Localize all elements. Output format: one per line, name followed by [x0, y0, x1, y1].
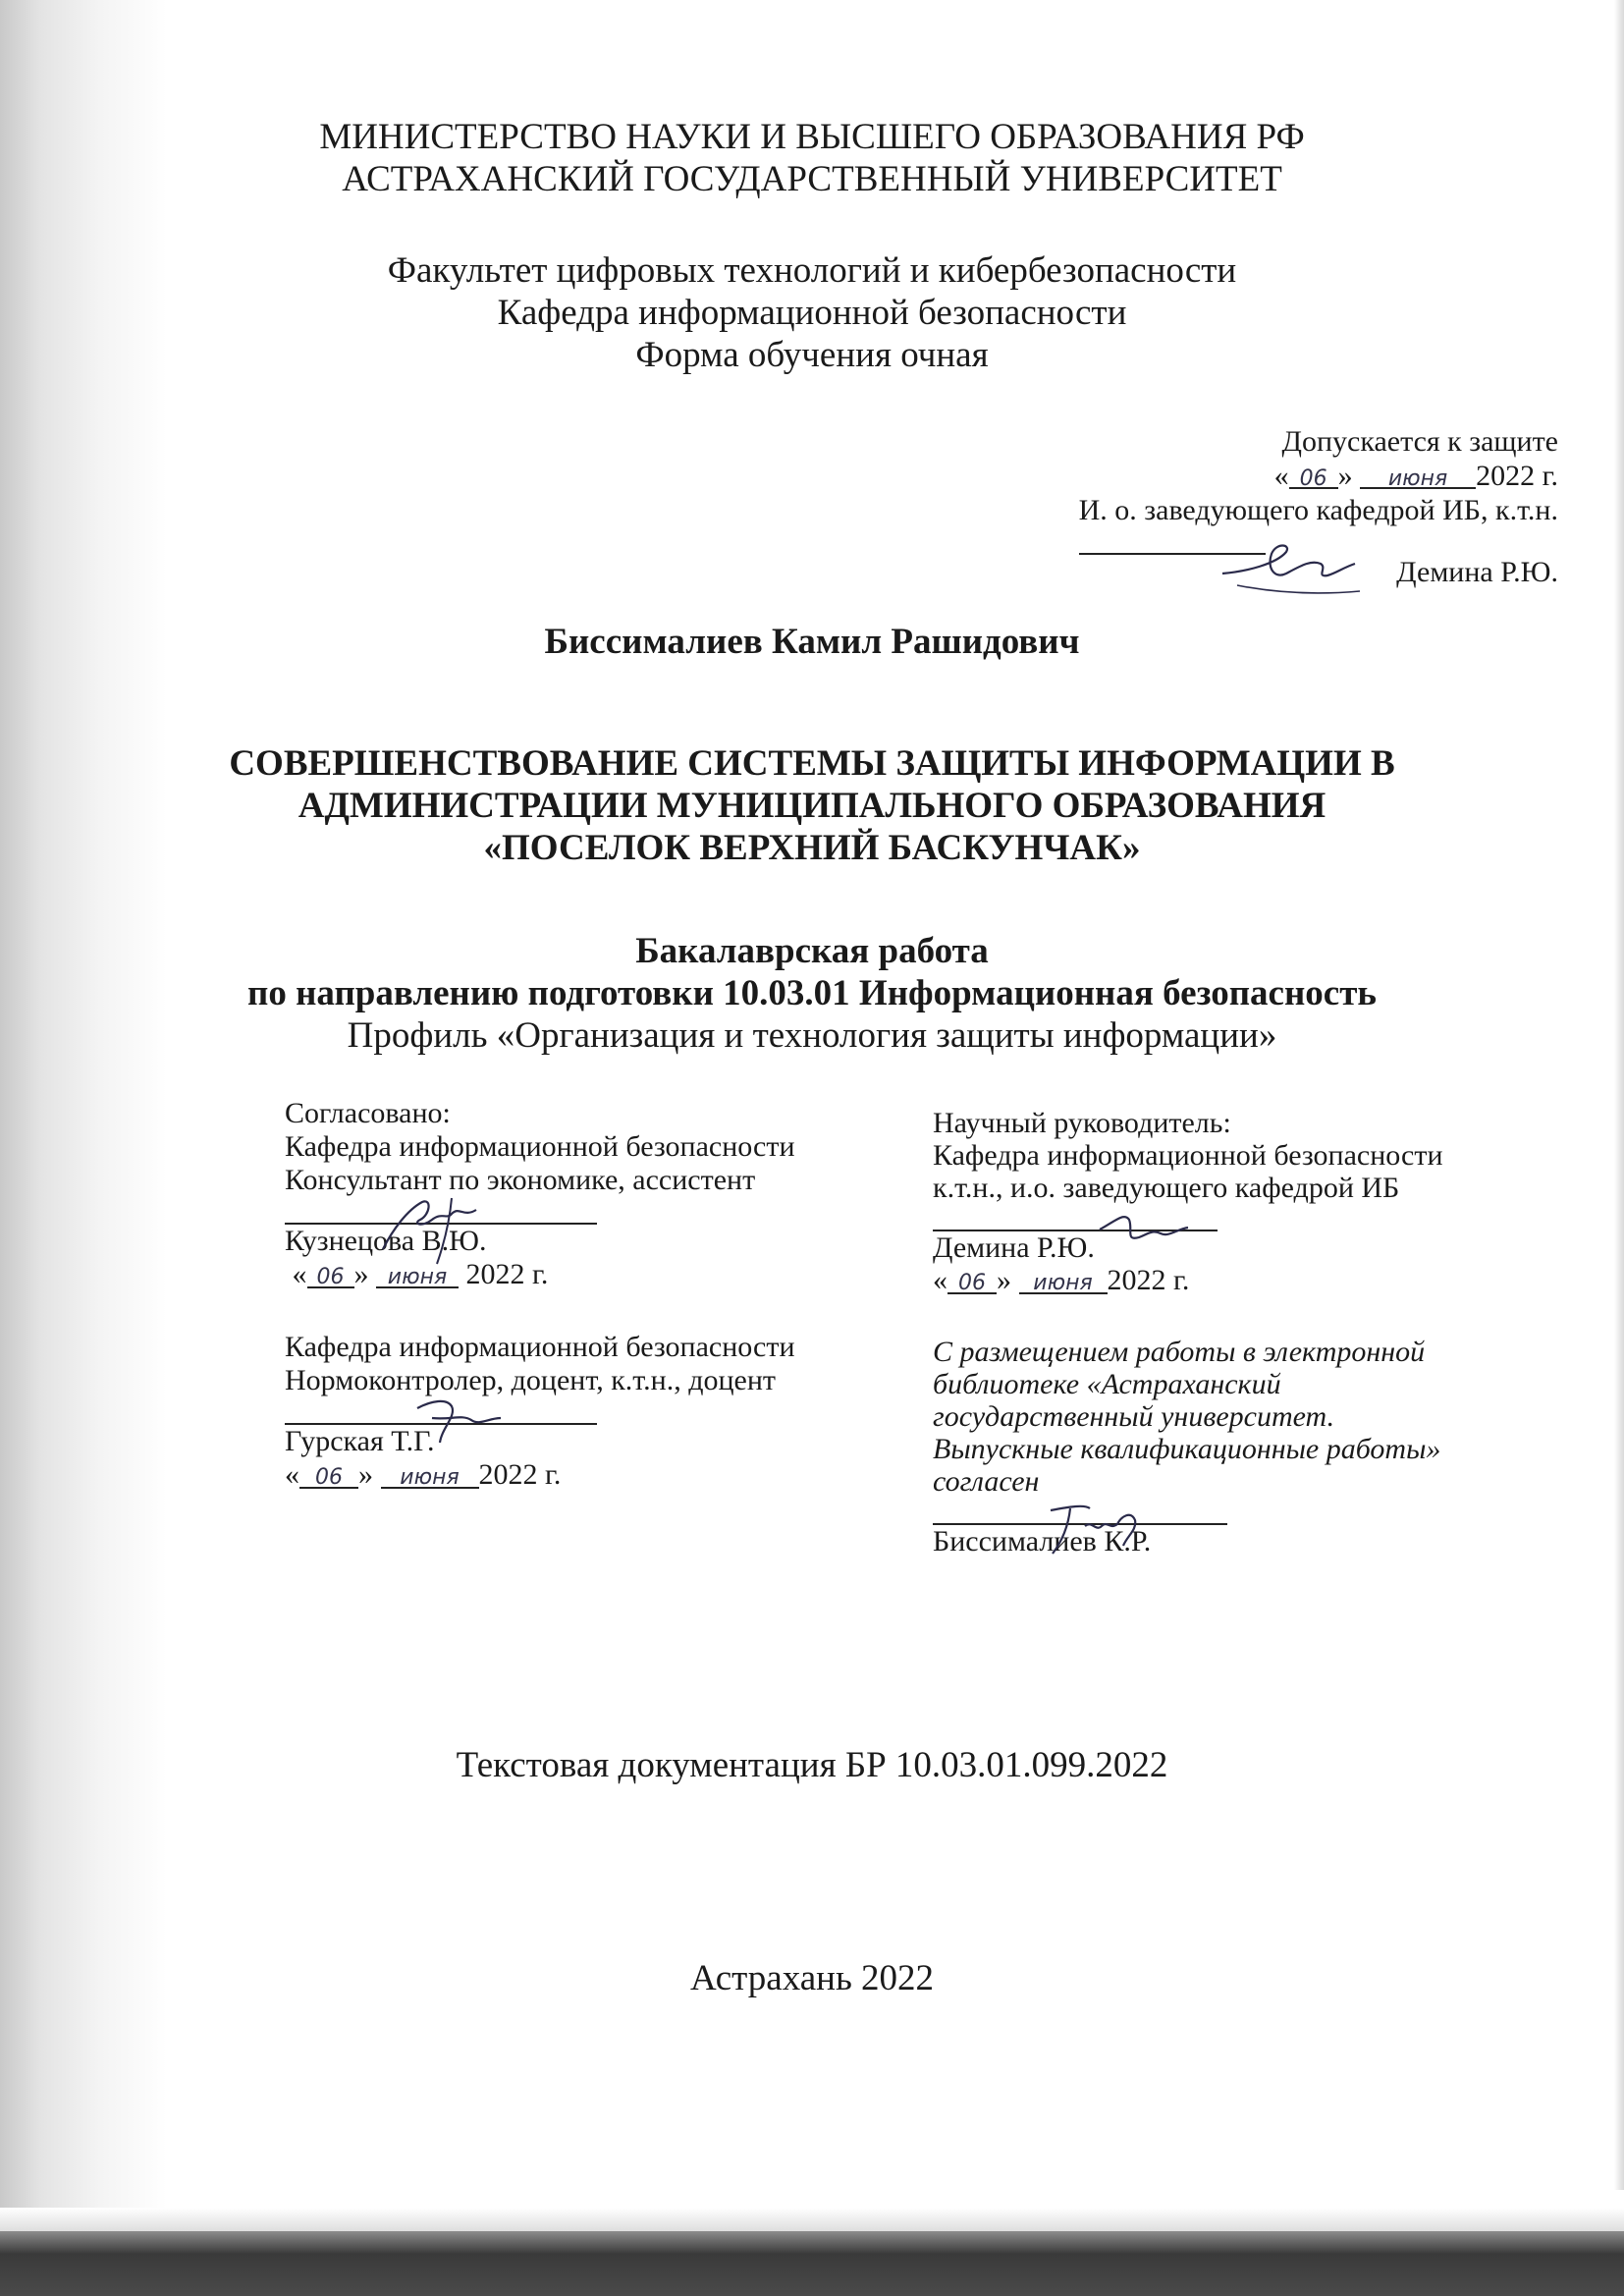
- header-block: [0, 116, 1624, 200]
- author-name: Биссималиев К.Р.: [933, 1525, 1152, 1558]
- thesis-title: [0, 742, 1624, 869]
- study-form-line: Форма обучения очная: [635, 335, 989, 375]
- city-year-block: [0, 1957, 1624, 1999]
- supervisor-month: июня: [1019, 1267, 1108, 1294]
- author-signature-line: [933, 1498, 1443, 1558]
- consent-line-2: библиотеке «Астраханский: [933, 1368, 1281, 1400]
- signature-underline: [285, 1197, 597, 1225]
- approval-name: Демина Р.Ю.: [1396, 556, 1558, 588]
- normcontrol-day: 06: [299, 1461, 358, 1489]
- consultant-date: « 06 » июня 2022 г.: [285, 1258, 549, 1290]
- title-line-2: АДМИНИСТРАЦИИ МУНИЦИПАЛЬНОГО ОБРАЗОВАНИЯ: [298, 786, 1326, 826]
- approval-year: 2022 г.: [1476, 460, 1558, 492]
- work-type: Бакалаврская работа: [635, 931, 989, 971]
- signature-underline: [933, 1498, 1227, 1525]
- direction-line: по направлению подготовки 10.03.01 Информационная безопасность: [247, 973, 1377, 1013]
- work-type-block: [0, 930, 1624, 1057]
- normcontrol-position: Нормоконтролер, доцент, к.т.н., доцент: [285, 1364, 776, 1396]
- consultant-year: 2022 г.: [465, 1258, 549, 1290]
- supervisor-name: Демина Р.Ю.: [933, 1231, 1095, 1264]
- title-line-1: СОВЕРШЕНСТВОВАНИЕ СИСТЕМЫ ЗАЩИТЫ ИНФОРМАЦИИ В: [229, 743, 1395, 784]
- approval-date: « 06 » июня 2022 г.: [1273, 460, 1558, 492]
- normcontrol-name: Гурская Т.Г.: [285, 1425, 435, 1457]
- student-name: Биссималиев Камил Рашидович: [544, 622, 1080, 662]
- supervisor-block: [933, 1107, 1443, 1558]
- city-year: Астрахань 2022: [689, 1958, 935, 1998]
- faculty-line: Факультет цифровых технологий и кибербезопасности: [387, 250, 1237, 291]
- document-number: Текстовая документация БР 10.03.01.099.2022: [456, 1745, 1168, 1785]
- agreed-label: Согласовано:: [285, 1097, 451, 1129]
- left-dept-2: Кафедра информационной безопасности: [285, 1331, 795, 1363]
- supervisor-signature-line: [933, 1204, 1443, 1264]
- supervisor-label: Научный руководитель:: [933, 1107, 1231, 1139]
- title-line-3: «ПОСЕЛОК ВЕРХНИЙ БАСКУНЧАК»: [483, 828, 1141, 868]
- approval-block: [1079, 424, 1558, 589]
- student-block: [0, 621, 1624, 663]
- normcontrol-year: 2022 г.: [478, 1458, 562, 1491]
- normcontrol-date: « 06 » июня 2022 г.: [285, 1458, 562, 1491]
- supervisor-date: « 06 » июня 2022 г.: [933, 1264, 1190, 1296]
- signature-underline: [285, 1397, 597, 1425]
- consultant-day: 06: [307, 1261, 354, 1288]
- signature-underline: [1079, 527, 1266, 555]
- ministry-line: МИНИСТЕРСТВО НАУКИ И ВЫСШЕГО ОБРАЗОВАНИЯ РФ: [319, 117, 1305, 157]
- consent-line-1: С размещением работы в электронной: [933, 1336, 1426, 1368]
- consent-line-3: государственный университет.: [933, 1400, 1335, 1433]
- supervisor-position: к.т.н., и.о. заведующего кафедрой ИБ: [933, 1172, 1400, 1204]
- consent-line-5: согласен: [933, 1465, 1040, 1498]
- consent-line-4: Выпускные квалификационные работы»: [933, 1433, 1441, 1465]
- university-line: АСТРАХАНСКИЙ ГОСУДАРСТВЕННЫЙ УНИВЕРСИТЕТ: [342, 159, 1282, 199]
- consultant-position: Консультант по экономике, ассистент: [285, 1164, 756, 1196]
- approval-month: июня: [1360, 462, 1476, 489]
- scanner-bottom-edge: [0, 2231, 1624, 2296]
- supervisor-day: 06: [947, 1267, 997, 1294]
- consultant-month: июня: [376, 1261, 459, 1288]
- consultant-name: Кузнецова В.Ю.: [285, 1225, 487, 1257]
- department-line: Кафедра информационной безопасности: [497, 293, 1127, 333]
- supervisor-year: 2022 г.: [1107, 1264, 1190, 1296]
- faculty-block: [0, 249, 1624, 376]
- admitted-label: Допускается к защите: [1281, 425, 1558, 458]
- agreement-block: [285, 1097, 795, 1492]
- normcontrol-month: июня: [381, 1461, 479, 1489]
- normcontrol-signature-line: [285, 1397, 795, 1458]
- approval-position: И. о. заведующего кафедрой ИБ, к.т.н.: [1078, 494, 1558, 526]
- document-number-block: [0, 1744, 1624, 1786]
- left-dept-1: Кафедра информационной безопасности: [285, 1130, 795, 1163]
- supervisor-dept: Кафедра информационной безопасности: [933, 1139, 1443, 1172]
- scan-bottom-shadow: [0, 2208, 1624, 2231]
- signature-underline: [933, 1204, 1218, 1231]
- profile-line: Профиль «Организация и технология защиты информации»: [347, 1015, 1277, 1056]
- approval-signature-line: [1079, 527, 1558, 589]
- approval-day: 06: [1289, 462, 1338, 489]
- consultant-signature-line: [285, 1197, 795, 1258]
